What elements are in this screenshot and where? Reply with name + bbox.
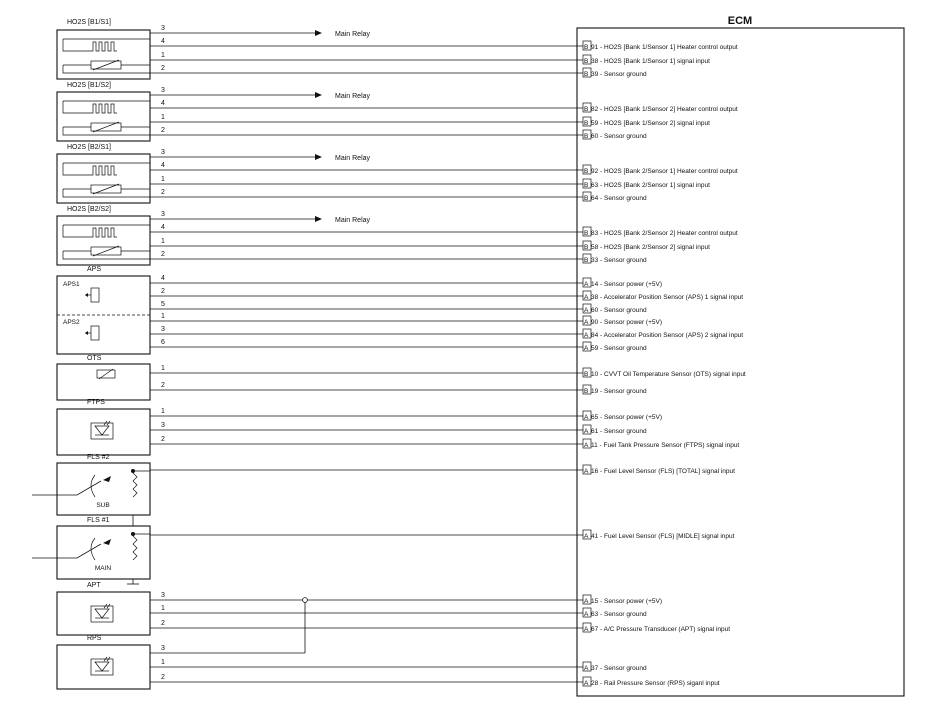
aps-sub1-label: APS1 bbox=[63, 281, 80, 288]
ho2s-b2s2-wire-3 bbox=[150, 251, 583, 259]
rps-pin-2: 2 bbox=[161, 674, 165, 681]
ots-box bbox=[57, 364, 150, 400]
aps-ecm-code: A bbox=[584, 307, 589, 314]
aps-pin-5: 6 bbox=[161, 339, 165, 346]
ho2s-b1s2-ecm-code: B bbox=[584, 106, 589, 113]
ftps-wire-1 bbox=[150, 422, 583, 430]
fls1-ecm-desc: 41 - Fuel Level Sensor (FLS) [MIDLE] signal input bbox=[591, 533, 735, 540]
ho2s-b2s2-ecm-code: B bbox=[584, 230, 589, 237]
fls2-ecm-desc: 16 - Fuel Level Sensor (FLS) [TOTAL] signal input bbox=[591, 468, 735, 475]
wire-layer bbox=[127, 25, 583, 682]
ecm-title: ECM bbox=[727, 15, 753, 27]
apt-ecm-desc: 67 - A/C Pressure Transducer (APT) signal input bbox=[591, 626, 731, 633]
apt-pin-1: 1 bbox=[161, 605, 165, 612]
aps-wire-3 bbox=[150, 313, 583, 321]
aps-wire-0 bbox=[150, 275, 583, 283]
sensor-fls2 bbox=[32, 454, 150, 515]
ftps-wire-2 bbox=[150, 436, 583, 444]
ots-pin-0: 1 bbox=[161, 365, 165, 372]
apt-ecm-desc: 63 - Sensor ground bbox=[591, 611, 647, 618]
ho2s-b2s1-wire-1 bbox=[150, 162, 583, 170]
ho2s-b1s2-box bbox=[57, 92, 150, 141]
apt-ecm-code: A bbox=[584, 598, 589, 605]
sensor-apt bbox=[57, 582, 150, 635]
ho2s-b2s2-wire-0 bbox=[150, 211, 371, 224]
ho2s-b1s1-ecm-desc: 38 - HO2S [Bank 1/Sensor 1] signal input bbox=[591, 58, 710, 65]
ftps-label: FTPS bbox=[87, 399, 105, 406]
apt-ecm-code: A bbox=[584, 611, 589, 618]
sensor-rps bbox=[57, 635, 150, 689]
aps-ecm-desc: 90 - Sensor power (+5V) bbox=[591, 319, 662, 326]
rps-label: RPS bbox=[87, 635, 102, 642]
rps-ecm-code: A bbox=[584, 665, 589, 672]
apt-wire-2 bbox=[150, 620, 583, 628]
ftps-ecm-code: A bbox=[584, 414, 589, 421]
ots-wire-0 bbox=[150, 365, 583, 373]
ho2s-b2s2-relay-arrow bbox=[315, 216, 322, 222]
apt-power-junction bbox=[303, 598, 308, 603]
ho2s-b2s1-relay-label: Main Relay bbox=[335, 155, 371, 162]
ftps-ecm-code: A bbox=[584, 428, 589, 435]
ots-ecm-desc: 10 - CVVT Oil Temperature Sensor (OTS) signal input bbox=[591, 371, 746, 378]
ho2s-b2s2-ecm-desc: 83 - HO2S [Bank 2/Sensor 2] Heater control output bbox=[591, 230, 738, 237]
ho2s-b1s2-pin-2: 1 bbox=[161, 114, 165, 121]
ho2s-b2s1-wire-2 bbox=[150, 176, 583, 184]
ots-ecm-code: B bbox=[584, 388, 589, 395]
ho2s-b1s1-ecm-desc: 39 - Sensor ground bbox=[591, 71, 647, 78]
ho2s-b2s1-ecm-code: B bbox=[584, 195, 589, 202]
fls1-label: FLS #1 bbox=[87, 517, 110, 524]
ho2s-b2s1-box bbox=[57, 154, 150, 203]
ho2s-b1s2-relay-label: Main Relay bbox=[335, 93, 371, 100]
ho2s-b1s2-ecm-desc: 82 - HO2S [Bank 1/Sensor 2] Heater control output bbox=[591, 106, 738, 113]
ho2s-b2s2-ecm-code: B bbox=[584, 244, 589, 251]
ho2s-b2s1-pin-0: 3 bbox=[161, 149, 165, 156]
sensor-layer bbox=[32, 19, 150, 689]
aps-ecm-desc: 60 - Sensor ground bbox=[591, 307, 647, 314]
rps-pin-0: 3 bbox=[161, 645, 165, 652]
apt-box bbox=[57, 592, 150, 635]
rps-box bbox=[57, 645, 150, 689]
ftps-ecm-desc: 11 - Fuel Tank Pressure Sensor (FTPS) signal input bbox=[591, 442, 740, 449]
ftps-ecm-desc: 61 - Sensor ground bbox=[591, 428, 647, 435]
ho2s-b2s2-pin-0: 3 bbox=[161, 211, 165, 218]
rps-wire-2 bbox=[150, 674, 583, 682]
ots-ecm-desc: 19 - Sensor ground bbox=[591, 388, 647, 395]
apt-pin-2: 2 bbox=[161, 620, 165, 627]
rps-ecm-desc: 28 - Rail Pressure Sensor (RPS) siganl input bbox=[591, 680, 720, 687]
apt-label: APT bbox=[87, 582, 101, 589]
aps-wire-5 bbox=[150, 339, 583, 347]
aps-ecm-code: A bbox=[584, 294, 589, 301]
ho2s-b1s1-box bbox=[57, 30, 150, 79]
ots-wire-1 bbox=[150, 382, 583, 390]
sensor-ho2s-b1s2 bbox=[57, 82, 150, 141]
apt-wire-1 bbox=[150, 605, 583, 613]
ho2s-b2s2-wire-2 bbox=[150, 238, 583, 246]
ho2s-b2s2-pin-2: 1 bbox=[161, 238, 165, 245]
ho2s-b2s1-pin-3: 2 bbox=[161, 189, 165, 196]
ho2s-b1s1-pin-3: 2 bbox=[161, 65, 165, 72]
ho2s-b2s2-label: HO2S [B2/S2] bbox=[67, 206, 111, 213]
ho2s-b1s2-wire-3 bbox=[150, 127, 583, 135]
ho2s-b1s2-ecm-desc: 59 - HO2S [Bank 1/Sensor 2] signal input bbox=[591, 120, 710, 127]
sensor-ftps bbox=[57, 399, 150, 455]
apt-wire-0 bbox=[150, 592, 583, 600]
ots-ecm-code: B bbox=[584, 371, 589, 378]
aps-ecm-desc: 84 - Accelerator Position Sensor (APS) 2 signal input bbox=[591, 332, 744, 339]
sensor-ho2s-b1s1 bbox=[57, 19, 150, 79]
aps-wire-4 bbox=[150, 326, 583, 334]
ho2s-b2s1-ecm-desc: 92 - HO2S [Bank 2/Sensor 1] Heater control output bbox=[591, 168, 738, 175]
aps-ecm-desc: 14 - Sensor power (+5V) bbox=[591, 281, 662, 288]
sensor-fls1 bbox=[32, 517, 150, 579]
ho2s-b2s2-relay-label: Main Relay bbox=[335, 217, 371, 224]
ho2s-b1s1-relay-label: Main Relay bbox=[335, 31, 371, 38]
aps-pin-0: 4 bbox=[161, 275, 165, 282]
aps-wire-1 bbox=[150, 288, 583, 296]
ho2s-b1s2-pin-3: 2 bbox=[161, 127, 165, 134]
ho2s-b1s1-ecm-desc: 91 - HO2S [Bank 1/Sensor 1] Heater control output bbox=[591, 44, 738, 51]
sensor-ho2s-b2s1 bbox=[57, 144, 150, 203]
ho2s-b1s1-label: HO2S [B1/S1] bbox=[67, 19, 111, 26]
aps-label: APS bbox=[87, 266, 102, 273]
rps-ecm-desc: 37 - Sensor ground bbox=[591, 665, 647, 672]
apt-ecm-code: A bbox=[584, 626, 589, 633]
ho2s-b2s1-ecm-code: B bbox=[584, 182, 589, 189]
aps-pin-2: 5 bbox=[161, 301, 165, 308]
ho2s-b1s1-pin-0: 3 bbox=[161, 25, 165, 32]
aps-pin-1: 2 bbox=[161, 288, 165, 295]
ho2s-b2s1-pin-2: 1 bbox=[161, 176, 165, 183]
aps-pin-3: 1 bbox=[161, 313, 165, 320]
ftps-pin-1: 3 bbox=[161, 422, 165, 429]
ftps-ecm-desc: 65 - Sensor power (+5V) bbox=[591, 414, 662, 421]
ho2s-b1s1-ecm-code: B bbox=[584, 71, 589, 78]
ho2s-b1s2-label: HO2S [B1/S2] bbox=[67, 82, 111, 89]
ots-pin-1: 2 bbox=[161, 382, 165, 389]
rps-ecm-code: A bbox=[584, 680, 589, 687]
ho2s-b2s2-ecm-code: B bbox=[584, 257, 589, 264]
ho2s-b2s1-label: HO2S [B2/S1] bbox=[67, 144, 111, 151]
aps-wire-2 bbox=[150, 301, 583, 309]
ho2s-b2s1-ecm-desc: 63 - HO2S [Bank 2/Sensor 1] signal input bbox=[591, 182, 710, 189]
fls2-float-label: SUB bbox=[96, 502, 110, 509]
aps-ecm-code: A bbox=[584, 332, 589, 339]
ho2s-b1s2-ecm-desc: 60 - Sensor ground bbox=[591, 133, 647, 140]
ho2s-b1s2-ecm-code: B bbox=[584, 133, 589, 140]
aps-pin-4: 3 bbox=[161, 326, 165, 333]
ho2s-b2s1-relay-arrow bbox=[315, 154, 322, 160]
apt-pin-0: 3 bbox=[161, 592, 165, 599]
sensor-ots bbox=[57, 355, 150, 400]
aps-ecm-code: A bbox=[584, 345, 589, 352]
ho2s-b1s1-relay-arrow bbox=[315, 30, 322, 36]
ftps-wire-0 bbox=[150, 408, 583, 416]
ho2s-b2s2-wire-1 bbox=[150, 224, 583, 232]
apt-ecm-desc: 15 - Sensor power (+5V) bbox=[591, 598, 662, 605]
ho2s-b1s1-ecm-code: B bbox=[584, 44, 589, 51]
ho2s-b1s2-pin-0: 3 bbox=[161, 87, 165, 94]
ho2s-b1s2-wire-0 bbox=[150, 87, 371, 100]
ho2s-b1s1-wire-3 bbox=[150, 65, 583, 73]
ho2s-b2s1-ecm-desc: 64 - Sensor ground bbox=[591, 195, 647, 202]
ho2s-b1s2-wire-1 bbox=[150, 100, 583, 108]
ho2s-b1s2-wire-2 bbox=[150, 114, 583, 122]
aps-ecm-code: A bbox=[584, 281, 589, 288]
ho2s-b1s2-relay-arrow bbox=[315, 92, 322, 98]
fls1-ecm-code: A bbox=[584, 533, 589, 540]
ho2s-b1s1-pin-2: 1 bbox=[161, 52, 165, 59]
ho2s-b2s2-ecm-desc: 33 - Sensor ground bbox=[591, 257, 647, 264]
ho2s-b2s1-wire-0 bbox=[150, 149, 371, 162]
ho2s-b2s1-wire-3 bbox=[150, 189, 583, 197]
ftps-pin-0: 1 bbox=[161, 408, 165, 415]
aps-ecm-desc: 59 - Sensor ground bbox=[591, 345, 647, 352]
ho2s-b1s2-pin-1: 4 bbox=[161, 100, 165, 107]
ho2s-b1s1-pin-1: 4 bbox=[161, 38, 165, 45]
ho2s-b2s2-ecm-desc: 58 - HO2S [Bank 2/Sensor 2] signal input bbox=[591, 244, 710, 251]
aps-ecm-code: A bbox=[584, 319, 589, 326]
fls2-label: FLS #2 bbox=[87, 454, 110, 461]
sensor-aps bbox=[57, 266, 150, 354]
ho2s-b2s1-ecm-code: B bbox=[584, 168, 589, 175]
aps-ecm-desc: 38 - Accelerator Position Sensor (APS) 1 signal input bbox=[591, 294, 744, 301]
ho2s-b1s1-ecm-code: B bbox=[584, 58, 589, 65]
fls1-float-label: MAIN bbox=[94, 565, 112, 572]
ecm-box bbox=[577, 28, 904, 696]
aps-sub2-label: APS2 bbox=[63, 319, 80, 326]
sensor-ho2s-b2s2 bbox=[57, 206, 150, 265]
rps-wire-0 bbox=[150, 645, 305, 653]
ho2s-b1s1-wire-2 bbox=[150, 52, 583, 60]
ftps-pin-2: 2 bbox=[161, 436, 165, 443]
ho2s-b1s1-wire-1 bbox=[150, 38, 583, 46]
ftps-box bbox=[57, 409, 150, 455]
rps-pin-1: 1 bbox=[161, 659, 165, 666]
rps-wire-1 bbox=[150, 659, 583, 667]
ho2s-b2s2-pin-1: 4 bbox=[161, 224, 165, 231]
ho2s-b2s1-pin-1: 4 bbox=[161, 162, 165, 169]
ho2s-b2s2-box bbox=[57, 216, 150, 265]
ho2s-b1s1-wire-0 bbox=[150, 25, 371, 38]
ots-label: OTS bbox=[87, 355, 102, 362]
ho2s-b2s2-pin-3: 2 bbox=[161, 251, 165, 258]
ho2s-b1s2-ecm-code: B bbox=[584, 120, 589, 127]
ftps-ecm-code: A bbox=[584, 442, 589, 449]
fls2-ecm-code: A bbox=[584, 468, 589, 475]
